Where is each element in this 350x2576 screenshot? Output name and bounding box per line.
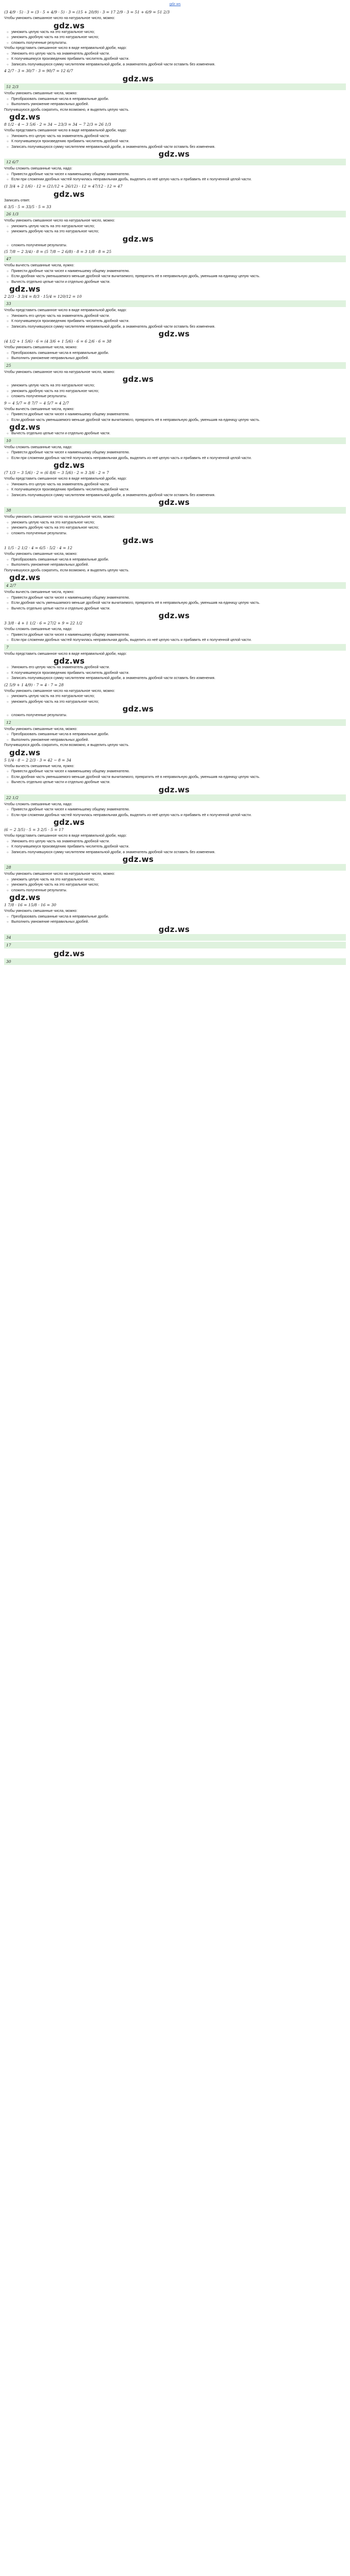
step-item	[4, 807, 346, 813]
step-text: К получившемуся произведению прибавить числитель дробной части.	[11, 57, 130, 61]
step-item	[4, 914, 346, 920]
bullet-icon: ○	[7, 695, 9, 698]
step-item	[4, 732, 346, 738]
bullet-icon: ○	[7, 915, 9, 919]
bullet-icon: ○	[7, 275, 9, 278]
watermark-text: gdz.ws	[159, 785, 190, 794]
bullet-icon: ○	[7, 384, 9, 387]
bullet-icon: ○	[7, 851, 9, 854]
step-text: Умножить его целую часть на знаменатель дробной части.	[11, 482, 110, 486]
step-item	[4, 35, 346, 41]
para-text: Чтобы представить смешанное число в виде неправильной дроби, надо:	[4, 834, 127, 838]
step-item	[4, 97, 346, 103]
para-text: Чтобы представить смешанное число в виде неправильной дроби, надо:	[4, 309, 127, 312]
step-text: Если дробная часть уменьшаемого меньше дробной части вычитаемого, превратить её в неправильную дробь, уменьшив на единицу целую часть.	[11, 275, 260, 278]
step-item	[4, 713, 346, 719]
rule-text: Чтобы умножить смешанное число на натуральное число, можно:	[4, 872, 115, 876]
watermark-text: gdz.ws	[9, 573, 41, 582]
site-link[interactable]: gdz.ws	[169, 3, 181, 6]
bullet-icon: ○	[7, 418, 9, 422]
step-item	[4, 62, 346, 68]
step-item	[4, 229, 346, 235]
para-text: Чтобы сложить смешанные числа, надо:	[4, 628, 73, 631]
para-text: Чтобы умножить смешанные числа, можно:	[4, 909, 78, 913]
step-text: умножить целую часть на это натуральное число;	[11, 694, 95, 698]
bullet-icon: ○	[7, 483, 9, 486]
answer-highlight: 25	[4, 362, 346, 369]
solution-block-2	[4, 91, 346, 165]
step-text: Записать получившуюся сумму числителем неправильной дроби, а знаменатель дробной части оставить без изменения.	[11, 62, 216, 66]
para-text: Чтобы умножить смешанные числа, можно:	[4, 552, 78, 556]
bullet-icon: ○	[7, 633, 9, 637]
step-text: Преобразовать смешанные числа в неправильные дроби.	[11, 557, 109, 562]
step-item	[4, 482, 346, 488]
step-item	[4, 172, 346, 178]
formula: (2 5/9 + 1 4/9) · 7 = 4 · 7 = 28	[4, 682, 64, 687]
para-text: Чтобы представить смешанное число в виде неправильной дроби, надо:	[4, 129, 127, 132]
step-text: Записать получившуюся сумму числителем неправильной дроби, а знаменатель дробной части оставить без изменения.	[11, 850, 216, 854]
bullet-icon: ○	[7, 738, 9, 742]
step-item	[4, 418, 346, 423]
formula: (3 4/9 · 5) · 3 = (3 · 5 + 4/9 · 5) · 3 = (15 + 20/9) · 3 = 17 2/9 · 3 = 51 + 6/9 = 51 2/3	[4, 10, 170, 14]
rule-text: Чтобы умножить смешанное число на натуральное число, можно:	[4, 370, 115, 374]
bullet-icon: ○	[7, 671, 9, 675]
step-item	[4, 269, 346, 275]
bullet-icon: ○	[7, 775, 9, 779]
step-text: Привести дробные части чисел к наименьшему общему знаменателю.	[11, 413, 130, 416]
formula: 8 1/2 · 4 − 3 5/6 · 2 = 34 − 23/3 = 34 − 7 2/3 = 26 1/3	[4, 122, 111, 127]
answer-highlight: 12	[4, 719, 346, 726]
step-text: умножить дробную часть на это натуральное число;	[11, 700, 99, 704]
watermark-text: gdz.ws	[54, 948, 85, 958]
step-text: Вычесть отдельно целые части и отдельно дробные части.	[11, 280, 111, 284]
watermark-text: gdz.ws	[54, 818, 85, 827]
step-text: К получившемуся произведению прибавить числитель дробной части.	[11, 140, 130, 143]
para-text: Чтобы вычесть смешанные числа, нужно:	[4, 590, 75, 594]
step-text: К получившемуся произведению прибавить числитель дробной части.	[11, 671, 130, 675]
step-text: умножить дробную часть на это натуральное число;	[11, 526, 99, 530]
answer-highlight: 47	[4, 256, 346, 262]
step-text: Привести дробные части чисел к наименьшему общему знаменателю.	[11, 770, 130, 773]
para-text: Получившуюся дробь сократить, если возможно, и выделить целую часть.	[4, 568, 130, 572]
para-text: Чтобы представить смешанное число в виде неправильной дроби, надо:	[4, 477, 127, 481]
solution-block-7	[4, 445, 346, 514]
step-item	[4, 450, 346, 456]
step-item	[4, 775, 346, 781]
step-item	[4, 139, 346, 145]
step-text: умножить целую часть на это натуральное число;	[11, 224, 95, 228]
solution-block-3	[4, 166, 346, 217]
solution-block-10	[4, 652, 346, 726]
formula: (5 7/8 − 2 3/4) · 8 = (5 7/8 − 2 6/8) · 8 = 3 1/8 · 8 = 25	[4, 249, 112, 254]
step-text: умножить целую часть на это натуральное число;	[11, 877, 95, 882]
bullet-icon: ○	[7, 558, 9, 562]
step-item	[4, 325, 346, 330]
step-item	[4, 557, 346, 563]
bullet-icon: ○	[7, 63, 9, 66]
bullet-icon: ○	[7, 527, 9, 530]
step-text: Привести дробные части чисел к наименьшему общему знаменателю.	[11, 596, 130, 600]
bullet-icon: ○	[7, 677, 9, 680]
bullet-icon: ○	[7, 314, 9, 318]
answer-highlight: 38	[4, 507, 346, 514]
step-text: Привести дробные части чисел к наименьшему общему знаменателю.	[11, 808, 130, 811]
bullet-icon: ○	[7, 36, 9, 39]
watermark-text: gdz.ws	[54, 656, 85, 666]
step-text: Выполнить умножение неправильных дробей.	[11, 920, 89, 924]
step-text: умножить дробную часть на это натуральное число;	[11, 389, 99, 393]
step-text: Выполнить умножение неправильных дробей.	[11, 103, 89, 106]
bullet-icon: ○	[7, 889, 9, 892]
step-item	[4, 633, 346, 638]
bullet-icon: ○	[7, 432, 9, 435]
step-item	[4, 850, 346, 856]
step-text: сложить полученные результаты.	[11, 41, 67, 45]
bullet-icon: ○	[7, 733, 9, 736]
step-item	[4, 883, 346, 888]
step-text: умножить целую часть на это натуральное число;	[11, 384, 95, 387]
step-text: Привести дробные части чисел к наименьшему общему знаменателю.	[11, 172, 130, 176]
bullet-icon: ○	[7, 58, 9, 61]
bullet-icon: ○	[7, 666, 9, 669]
step-item	[4, 102, 346, 108]
step-item	[4, 41, 346, 46]
bullet-icon: ○	[7, 451, 9, 454]
bullet-icon: ○	[7, 878, 9, 882]
solution-block-1	[4, 9, 346, 90]
bullet-icon: ○	[7, 269, 9, 273]
solution-block-11	[4, 727, 346, 801]
step-item	[4, 224, 346, 230]
step-item	[4, 412, 346, 418]
watermark-text: gdz.ws	[9, 748, 41, 757]
step-item	[4, 813, 346, 819]
solution-block-6	[4, 370, 346, 444]
watermark-text: gdz.ws	[54, 461, 85, 470]
step-item	[4, 487, 346, 493]
step-item	[4, 493, 346, 499]
step-text: Записать получившуюся сумму числителем неправильной дроби, а знаменатель дробной части оставить без изменения.	[11, 493, 216, 497]
watermark-text: gdz.ws	[122, 855, 154, 864]
step-text: К получившемуся произведению прибавить числитель дробной части.	[11, 488, 130, 492]
para-text: Получившуюся дробь сократить, если возможно, и выделить целую часть.	[4, 108, 130, 112]
bullet-icon: ○	[7, 770, 9, 773]
step-text: Преобразовать смешанные числа в неправильные дроби.	[11, 97, 109, 101]
formula: 3 3/8 · 4 + 1 1/2 · 6 = 27/2 + 9 = 22 1/2	[4, 621, 83, 625]
step-text: Преобразовать смешанные числа в неправильные дроби.	[11, 914, 109, 919]
solution-block-9	[4, 590, 346, 651]
bullet-icon: ○	[7, 814, 9, 817]
solution-block-12	[4, 802, 346, 871]
bullet-icon: ○	[7, 357, 9, 360]
watermark-text: gdz.ws	[159, 611, 190, 620]
step-item	[4, 52, 346, 57]
answer-highlight: 17	[4, 942, 346, 948]
step-item	[4, 738, 346, 743]
para-text: Чтобы умножить смешанные числа, можно:	[4, 346, 78, 349]
formula: (1 3/4 + 2 1/6) · 12 = (21/12 + 26/12) · 12 = 47/12 · 12 = 47	[4, 183, 122, 189]
watermark-text: gdz.ws	[159, 924, 190, 934]
step-text: Привести дробные части чисел к наименьшему общему знаменателю.	[11, 269, 130, 273]
watermark-text: gdz.ws	[159, 149, 190, 159]
step-text: Преобразовать смешанные числа в неправильные дроби.	[11, 351, 109, 355]
step-text: Если дробная часть уменьшаемого меньше дробной части вычитаемого, превратить её в неправильную дробь, уменьшив на единицу целую часть.	[11, 601, 260, 605]
step-item	[4, 526, 346, 531]
formula: 6 3/5 · 5 = 33/5 · 5 = 33	[4, 205, 51, 209]
step-text: Преобразовать смешанные числа в неправильные дроби.	[11, 733, 109, 736]
step-text: Умножить его целую часть на знаменатель дробной части.	[11, 52, 110, 56]
step-text: К получившемуся произведению прибавить числитель дробной части.	[11, 319, 130, 323]
bullet-icon: ○	[7, 395, 9, 398]
bullet-icon: ○	[7, 921, 9, 924]
bullet-icon: ○	[7, 389, 9, 393]
para-text: Чтобы вычесть смешанные числа, нужно:	[4, 264, 75, 267]
step-item	[4, 389, 346, 395]
step-text: Если дробная часть уменьшаемого меньше дробной части вычитаемого, превратить её в неправильную дробь, уменьшив на единицу целую часть.	[11, 418, 260, 422]
solution-block-4	[4, 218, 346, 307]
solution-block-13	[4, 872, 346, 965]
rule-text: Чтобы умножить смешанное число на натуральное число, можно:	[4, 219, 115, 223]
watermark-text: gdz.ws	[54, 189, 85, 199]
answer-highlight: 26 1/3	[4, 211, 346, 217]
step-item	[4, 844, 346, 850]
answer-highlight: 28	[4, 864, 346, 871]
step-text: Умножить его целую часть на знаменатель дробной части.	[11, 839, 110, 843]
formula: 1 7/8 · 16 = 15/8 · 16 = 30	[4, 903, 57, 907]
watermark-text: gdz.ws	[159, 498, 190, 507]
bullet-icon: ○	[7, 845, 9, 849]
bullet-icon: ○	[7, 840, 9, 843]
step-text: Если при сложении дробных частей получилась неправильная дробь, выделить из неё целую часть и прибавить её к полученной целой части.	[11, 638, 252, 642]
bullet-icon: ○	[7, 639, 9, 642]
bullet-icon: ○	[7, 532, 9, 535]
step-item	[4, 351, 346, 357]
step-item	[4, 839, 346, 845]
step-text: Привести дробные части чисел к наименьшему общему знаменателю.	[11, 633, 130, 637]
step-text: сложить полученные результаты.	[11, 243, 67, 247]
bullet-icon: ○	[7, 173, 9, 176]
para-text: Чтобы умножить смешанные числа, можно:	[4, 92, 78, 95]
step-text: Умножить его целую часть на знаменатель дробной части.	[11, 666, 110, 669]
answer-highlight: 34	[4, 934, 346, 941]
bullet-icon: ○	[7, 413, 9, 416]
watermark-text: gdz.ws	[9, 893, 41, 902]
step-item	[4, 676, 346, 682]
step-text: Записать получившуюся сумму числителем неправильной дроби, а знаменатель дробной части оставить без изменения.	[11, 676, 216, 680]
watermark-text: gdz.ws	[9, 112, 41, 122]
answer-highlight: 33	[4, 300, 346, 307]
step-text: Вычесть отдельно целые части и отдельно дробные части.	[11, 606, 111, 611]
bullet-icon: ○	[7, 884, 9, 887]
step-item	[4, 780, 346, 786]
formula: (4 1/2 + 1 5/6) · 6 = (4 3/6 + 1 5/6) · 6 = 6 2/6 · 6 = 38	[4, 339, 112, 344]
solution-block-8	[4, 515, 346, 589]
watermark-text: gdz.ws	[122, 536, 154, 545]
bullet-icon: ○	[7, 230, 9, 233]
step-item	[4, 596, 346, 601]
step-item	[4, 920, 346, 925]
step-item	[4, 30, 346, 36]
bullet-icon: ○	[7, 714, 9, 717]
bullet-icon: ○	[7, 351, 9, 355]
bullet-icon: ○	[7, 97, 9, 101]
step-text: Привести дробные части чисел к наименьшему общему знаменателю.	[11, 451, 130, 454]
para-text: Чтобы сложить смешанные числа, надо:	[4, 167, 73, 171]
para-text: Чтобы умножить смешанные числа, можно:	[4, 727, 78, 731]
step-item	[4, 665, 346, 671]
bullet-icon: ○	[7, 41, 9, 45]
watermark-text: gdz.ws	[122, 704, 154, 714]
step-item	[4, 563, 346, 568]
answer-highlight: 4 2/7	[4, 582, 346, 589]
step-item	[4, 314, 346, 319]
step-text: Выполнить умножение неправильных дробей.	[11, 357, 89, 360]
bullet-icon: ○	[7, 140, 9, 143]
para-text: Чтобы сложить смешанные числа, надо:	[4, 445, 73, 449]
formula: (7 1/3 − 3 5/6) · 2 = (6 8/6 − 3 5/6) · 2 = 3 3/6 · 2 = 7	[4, 470, 109, 475]
watermark-text: gdz.ws	[9, 422, 41, 432]
bullet-icon: ○	[7, 134, 9, 138]
step-item	[4, 456, 346, 462]
bullet-icon: ○	[7, 30, 9, 34]
step-item	[4, 394, 346, 400]
answer-highlight: 30	[4, 958, 346, 965]
step-text: Если при сложении дробных частей получилась неправильная дробь, выделить из неё целую часть и прибавить её к полученной целой части.	[11, 178, 252, 181]
step-text: Выполнить умножение неправильных дробей.	[11, 738, 89, 742]
watermark-text: gdz.ws	[122, 74, 154, 83]
bullet-icon: ○	[7, 596, 9, 600]
step-text: Выполнить умножение неправильных дробей.	[11, 563, 89, 567]
step-text: сложить полученные результаты.	[11, 888, 67, 892]
step-text: Если при сложении дробных частей получилась неправильная дробь, выделить из неё целую часть и прибавить её к полученной целой части.	[11, 456, 252, 460]
step-item	[4, 134, 346, 140]
bullet-icon: ○	[7, 325, 9, 329]
step-text: Если при сложении дробных частей получилась неправильная дробь, выделить из неё целую часть и прибавить её к полученной целой части.	[11, 813, 252, 817]
formula: 1 1/5 · 2 1/2 · 4 = 6/5 · 5/2 · 4 = 12	[4, 546, 73, 550]
step-item	[4, 356, 346, 362]
step-text: К получившемуся произведению прибавить числитель дробной части.	[11, 845, 130, 849]
answer-highlight: 51 2/3	[4, 83, 346, 90]
step-item	[4, 769, 346, 775]
bullet-icon: ○	[7, 456, 9, 460]
bullet-icon: ○	[7, 320, 9, 323]
formula: 4 2/7 · 3 = 30/7 · 3 = 90/7 = 12 6/7	[4, 69, 73, 73]
step-text: умножить дробную часть на это натуральное число;	[11, 230, 99, 233]
formula: 9 − 4 5/7 = 8 7/7 − 4 5/7 = 4 2/7	[4, 400, 69, 405]
step-text: умножить дробную часть на это натуральное число;	[11, 36, 99, 39]
step-text: Записать получившуюся сумму числителем неправильной дроби, а знаменатель дробной части оставить без изменения.	[11, 145, 216, 149]
step-item	[4, 877, 346, 883]
watermark-text: gdz.ws	[122, 234, 154, 244]
step-item	[4, 700, 346, 705]
para-text: Чтобы представить смешанное число в виде неправильной дроби, надо:	[4, 652, 127, 656]
step-text: Записать получившуюся сумму числителем неправильной дроби, а знаменатель дробной части оставить без изменения.	[11, 325, 216, 329]
step-text: Вычесть отдельно целые части и отдельно дробные части.	[11, 781, 111, 784]
step-item	[4, 606, 346, 612]
watermark-text: gdz.ws	[54, 21, 85, 30]
para-text: Чтобы вычесть смешанные числа, нужно:	[4, 764, 75, 768]
step-item	[4, 431, 346, 437]
para-text: Чтобы представить смешанное число в виде неправильной дроби, надо:	[4, 46, 127, 50]
step-text: умножить дробную часть на это натуральное число;	[11, 883, 99, 887]
step-item	[4, 694, 346, 700]
para-text: Записать ответ.	[4, 198, 30, 202]
step-text: Вычесть отдельно целые части и отдельно дробные части.	[11, 432, 111, 435]
step-text: Если дробная часть уменьшаемого меньше дробной части вычитаемого, превратить её в неправильную дробь, уменьшив на единицу целую часть.	[11, 775, 260, 779]
rule-text: Чтобы умножить смешанное число на натуральное число, можно:	[4, 16, 115, 20]
formula: 2 2/3 · 3 3/4 = 8/3 · 15/4 = 120/12 = 10	[4, 294, 82, 299]
step-item	[4, 531, 346, 537]
solution-block-5	[4, 308, 346, 369]
para-text: Получившуюся дробь сократить, если возможно, и выделить целую часть.	[4, 743, 130, 747]
bullet-icon: ○	[7, 145, 9, 149]
bullet-icon: ○	[7, 52, 9, 56]
bullet-icon: ○	[7, 808, 9, 811]
step-item	[4, 520, 346, 526]
answer-highlight: 10	[4, 437, 346, 444]
step-item	[4, 280, 346, 285]
step-text: сложить полученные результаты.	[11, 531, 67, 535]
bullet-icon: ○	[7, 488, 9, 492]
step-item	[4, 243, 346, 249]
bullet-icon: ○	[7, 225, 9, 228]
bullet-icon: ○	[7, 494, 9, 497]
step-text: умножить целую часть на это натуральное число;	[11, 30, 95, 34]
step-item	[4, 319, 346, 325]
rule-text: Чтобы умножить смешанное число на натуральное число, можно:	[4, 515, 115, 519]
bullet-icon: ○	[7, 607, 9, 611]
bullet-icon: ○	[7, 178, 9, 181]
step-item	[4, 383, 346, 389]
answer-highlight: 22 1/2	[4, 794, 346, 801]
watermark-text: gdz.ws	[9, 284, 41, 294]
bullet-icon: ○	[7, 280, 9, 284]
step-text: Умножить его целую часть на знаменатель дробной части.	[11, 314, 110, 318]
step-item	[4, 274, 346, 280]
step-text: Умножить его целую часть на знаменатель дробной части.	[11, 134, 110, 138]
watermark-text: gdz.ws	[122, 375, 154, 384]
para-text: Чтобы вычесть смешанные числа, нужно:	[4, 407, 75, 411]
step-item	[4, 177, 346, 183]
bullet-icon: ○	[7, 781, 9, 784]
step-text: умножить целую часть на это натуральное число;	[11, 520, 95, 524]
rule-text: Чтобы умножить смешанное число на натуральное число, можно:	[4, 689, 115, 693]
answer-highlight: 12 6/7	[4, 159, 346, 165]
formula: (6 − 2 3/5) · 5 = 3 2/5 · 5 = 17	[4, 827, 64, 832]
step-text: сложить полученные результаты.	[11, 714, 67, 717]
bullet-icon: ○	[7, 521, 9, 524]
bullet-icon: ○	[7, 700, 9, 704]
bullet-icon: ○	[7, 564, 9, 567]
formula: 5 1/4 · 8 − 2 2/3 · 3 = 42 − 8 = 34	[4, 757, 72, 762]
step-item	[4, 671, 346, 676]
step-item	[4, 638, 346, 643]
bullet-icon: ○	[7, 244, 9, 247]
bullet-icon: ○	[7, 602, 9, 605]
step-item	[4, 601, 346, 606]
bullet-icon: ○	[7, 103, 9, 106]
watermark-text: gdz.ws	[159, 329, 190, 338]
para-text: Чтобы сложить смешанные числа, надо:	[4, 802, 73, 806]
step-item	[4, 57, 346, 62]
step-item	[4, 888, 346, 894]
answer-highlight: 7	[4, 644, 346, 651]
step-text: сложить полученные результаты.	[11, 395, 67, 398]
step-item	[4, 145, 346, 150]
